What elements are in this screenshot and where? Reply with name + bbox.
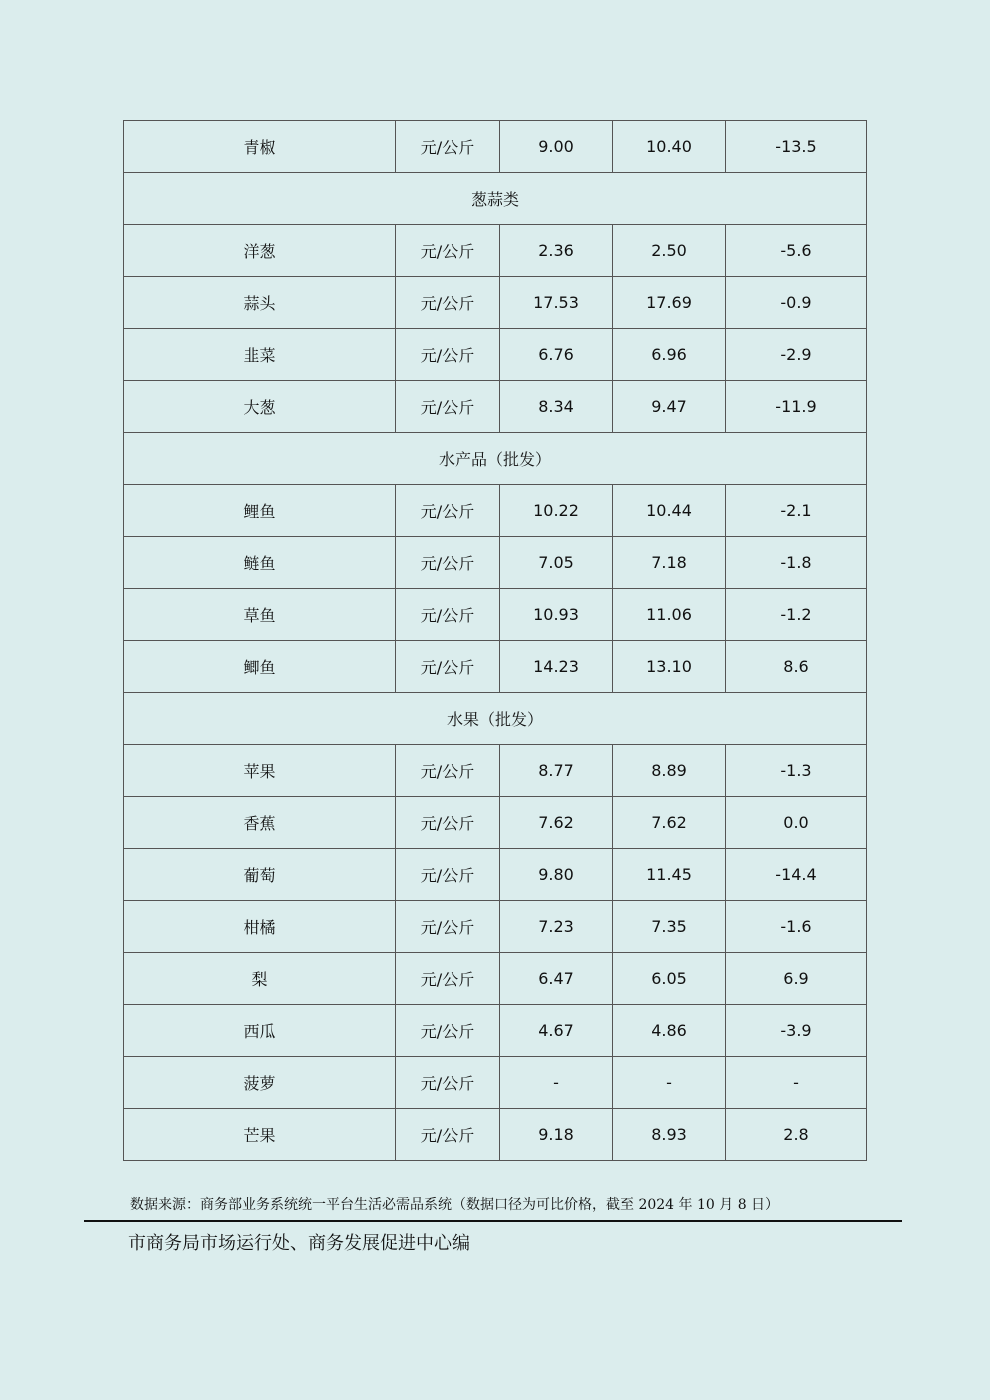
table-row [124, 953, 867, 1005]
item-name-cell: 韭菜 [124, 329, 396, 381]
change-percent-cell: 8.6 [726, 641, 867, 693]
item-name-cell: 草鱼 [124, 589, 396, 641]
item-name-cell: 葡萄 [124, 849, 396, 901]
item-name-cell: 柑橘 [124, 901, 396, 953]
item-name-cell: 青椒 [124, 121, 396, 173]
previous-price-cell: 7.18 [613, 537, 726, 589]
unit-cell: 元/公斤 [396, 1057, 500, 1109]
item-name-cell: 西瓜 [124, 1005, 396, 1057]
previous-price-cell: 10.44 [613, 485, 726, 537]
item-name-cell: 蒜头 [124, 277, 396, 329]
unit-cell: 元/公斤 [396, 225, 500, 277]
change-percent-cell: -1.8 [726, 537, 867, 589]
change-percent-cell: -1.2 [726, 589, 867, 641]
unit-cell: 元/公斤 [396, 277, 500, 329]
footer-divider [84, 1220, 902, 1222]
item-name-cell: 菠萝 [124, 1057, 396, 1109]
previous-price-cell: 4.86 [613, 1005, 726, 1057]
previous-price-cell: 6.05 [613, 953, 726, 1005]
previous-price-cell: 2.50 [613, 225, 726, 277]
unit-cell: 元/公斤 [396, 1109, 500, 1161]
current-price-cell: 6.76 [500, 329, 613, 381]
change-percent-cell: -5.6 [726, 225, 867, 277]
unit-cell: 元/公斤 [396, 329, 500, 381]
previous-price-cell: 8.89 [613, 745, 726, 797]
item-name-cell: 鲫鱼 [124, 641, 396, 693]
current-price-cell: 17.53 [500, 277, 613, 329]
change-percent-cell: -0.9 [726, 277, 867, 329]
table-row [124, 381, 867, 433]
change-percent-cell: -1.3 [726, 745, 867, 797]
category-label: 葱蒜类 [124, 173, 867, 225]
table-row [124, 329, 867, 381]
change-percent-cell: -14.4 [726, 849, 867, 901]
change-percent-cell: -3.9 [726, 1005, 867, 1057]
item-name-cell: 苹果 [124, 745, 396, 797]
unit-cell: 元/公斤 [396, 849, 500, 901]
current-price-cell: 10.93 [500, 589, 613, 641]
previous-price-cell: 8.93 [613, 1109, 726, 1161]
item-name-cell: 鲤鱼 [124, 485, 396, 537]
change-percent-cell: 2.8 [726, 1109, 867, 1161]
current-price-cell: - [500, 1057, 613, 1109]
category-label: 水果（批发） [124, 693, 867, 745]
current-price-cell: 8.34 [500, 381, 613, 433]
current-price-cell: 10.22 [500, 485, 613, 537]
change-percent-cell: -11.9 [726, 381, 867, 433]
previous-price-cell: 6.96 [613, 329, 726, 381]
unit-cell: 元/公斤 [396, 121, 500, 173]
previous-price-cell: 13.10 [613, 641, 726, 693]
table-row [124, 901, 867, 953]
data-source-note: 数据来源：商务部业务系统统一平台生活必需品系统（数据口径为可比价格，截至 2024 年 10 月 8 日） [130, 1197, 780, 1213]
change-percent-cell: -1.6 [726, 901, 867, 953]
category-row [124, 433, 867, 485]
change-percent-cell: 0.0 [726, 797, 867, 849]
price-table [123, 120, 867, 1161]
current-price-cell: 4.67 [500, 1005, 613, 1057]
table-row [124, 1057, 867, 1109]
change-percent-cell: -13.5 [726, 121, 867, 173]
change-percent-cell: -2.9 [726, 329, 867, 381]
unit-cell: 元/公斤 [396, 1005, 500, 1057]
unit-cell: 元/公斤 [396, 537, 500, 589]
unit-cell: 元/公斤 [396, 589, 500, 641]
unit-cell: 元/公斤 [396, 485, 500, 537]
current-price-cell: 6.47 [500, 953, 613, 1005]
unit-cell: 元/公斤 [396, 381, 500, 433]
item-name-cell: 梨 [124, 953, 396, 1005]
price-table-body [124, 121, 867, 1161]
table-row [124, 121, 867, 173]
change-percent-cell: 6.9 [726, 953, 867, 1005]
change-percent-cell: - [726, 1057, 867, 1109]
table-row [124, 797, 867, 849]
table-row [124, 1109, 867, 1161]
previous-price-cell: 11.06 [613, 589, 726, 641]
current-price-cell: 9.18 [500, 1109, 613, 1161]
previous-price-cell: - [613, 1057, 726, 1109]
table-row [124, 589, 867, 641]
table-row [124, 277, 867, 329]
current-price-cell: 8.77 [500, 745, 613, 797]
previous-price-cell: 7.62 [613, 797, 726, 849]
category-label: 水产品（批发） [124, 433, 867, 485]
change-percent-cell: -2.1 [726, 485, 867, 537]
previous-price-cell: 17.69 [613, 277, 726, 329]
table-row [124, 537, 867, 589]
previous-price-cell: 9.47 [613, 381, 726, 433]
item-name-cell: 芒果 [124, 1109, 396, 1161]
current-price-cell: 9.80 [500, 849, 613, 901]
table-row [124, 225, 867, 277]
current-price-cell: 7.05 [500, 537, 613, 589]
unit-cell: 元/公斤 [396, 745, 500, 797]
category-row [124, 173, 867, 225]
unit-cell: 元/公斤 [396, 953, 500, 1005]
category-row [124, 693, 867, 745]
previous-price-cell: 10.40 [613, 121, 726, 173]
previous-price-cell: 11.45 [613, 849, 726, 901]
unit-cell: 元/公斤 [396, 797, 500, 849]
table-row [124, 1005, 867, 1057]
item-name-cell: 洋葱 [124, 225, 396, 277]
table-row [124, 745, 867, 797]
current-price-cell: 7.62 [500, 797, 613, 849]
item-name-cell: 大葱 [124, 381, 396, 433]
current-price-cell: 2.36 [500, 225, 613, 277]
editor-credit: 市商务局市场运行处、商务发展促进中心编 [128, 1233, 470, 1254]
current-price-cell: 9.00 [500, 121, 613, 173]
item-name-cell: 鲢鱼 [124, 537, 396, 589]
unit-cell: 元/公斤 [396, 901, 500, 953]
item-name-cell: 香蕉 [124, 797, 396, 849]
table-row [124, 641, 867, 693]
table-row [124, 485, 867, 537]
current-price-cell: 14.23 [500, 641, 613, 693]
table-row [124, 849, 867, 901]
current-price-cell: 7.23 [500, 901, 613, 953]
previous-price-cell: 7.35 [613, 901, 726, 953]
unit-cell: 元/公斤 [396, 641, 500, 693]
